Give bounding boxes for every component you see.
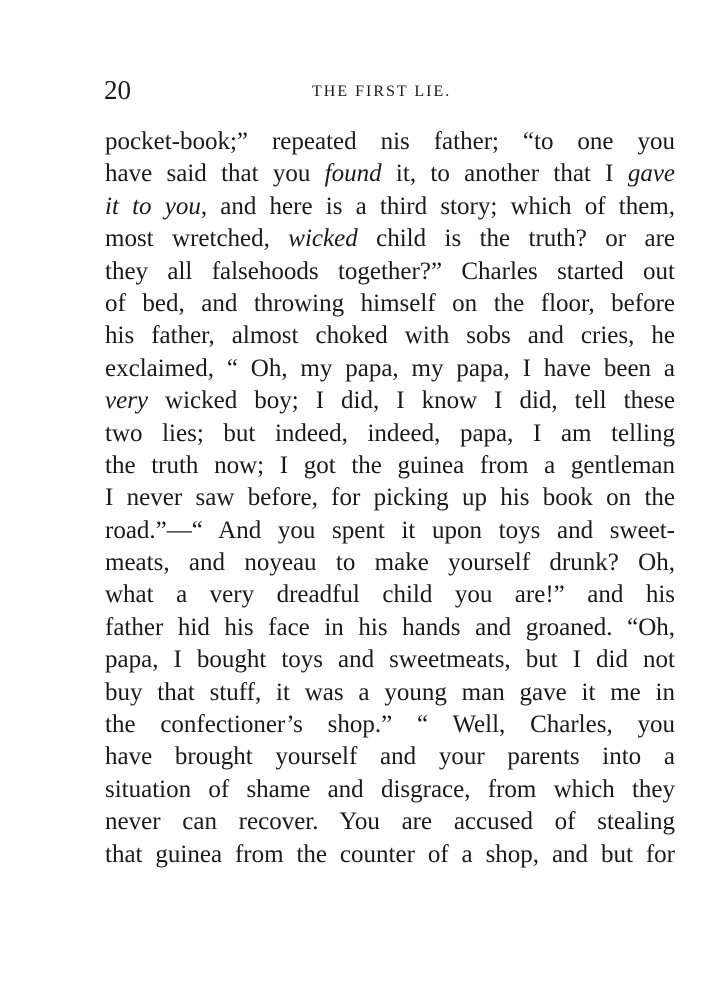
italic-text: gave bbox=[627, 160, 676, 188]
text-run: the truth now; I got the guinea from a gentleman bbox=[105, 451, 675, 479]
text-run: road.”—“ And you spent it upon toys and sweet- bbox=[105, 516, 675, 544]
text-line bbox=[105, 579, 675, 611]
text-run: what a very dreadful child you are!” and his bbox=[105, 581, 675, 609]
italic-text: it to you bbox=[105, 192, 201, 220]
text-line bbox=[105, 806, 675, 838]
text-line bbox=[105, 644, 675, 676]
text-line bbox=[105, 288, 675, 320]
running-title: THE FIRST LIE. bbox=[312, 83, 452, 100]
text-line bbox=[105, 256, 675, 288]
text-line bbox=[105, 482, 675, 514]
text-run: that guinea from the counter of a shop, and but for bbox=[105, 840, 675, 868]
text-line bbox=[105, 223, 675, 255]
text-line bbox=[105, 839, 675, 871]
italic-text: very bbox=[105, 387, 149, 415]
text-line bbox=[105, 709, 675, 741]
text-run: two lies; but indeed, indeed, papa, I am telling bbox=[105, 419, 675, 447]
text-run: wicked boy; I did, I know I did, tell these bbox=[148, 387, 675, 415]
text-run: have said that you bbox=[105, 160, 325, 188]
italic-text: found bbox=[324, 160, 382, 188]
text-line bbox=[105, 191, 675, 223]
text-run: most wretched, bbox=[105, 225, 289, 253]
text-run: situation of shame and disgrace, from which they bbox=[105, 775, 675, 803]
text-run: papa, I bought toys and sweetmeats, but I did not bbox=[105, 646, 675, 674]
text-run: buy that stuff, it was a young man gave it me in bbox=[105, 678, 675, 706]
text-run: meats, and noyeau to make yourself drunk? Oh, bbox=[105, 549, 675, 577]
text-run: father hid his face in his hands and groaned. “Oh, bbox=[105, 613, 675, 641]
text-line bbox=[105, 677, 675, 709]
text-run: they all falsehoods together?” Charles started out bbox=[105, 257, 675, 285]
text-line bbox=[105, 320, 675, 352]
text-line bbox=[105, 158, 675, 190]
text-run: exclaimed, “ Oh, my papa, my papa, I have been a bbox=[105, 354, 675, 382]
text-line bbox=[105, 353, 675, 385]
page-number: 20 bbox=[104, 75, 131, 105]
text-run: of bed, and throwing himself on the floor, before bbox=[105, 289, 675, 317]
text-run: it, to another that I bbox=[381, 160, 628, 188]
text-run: pocket-book;” repeated nis father; “to one you bbox=[105, 128, 675, 155]
text-run: have brought yourself and your parents into a bbox=[105, 743, 675, 771]
body-text bbox=[105, 126, 675, 871]
text-line bbox=[105, 126, 675, 158]
text-line bbox=[105, 741, 675, 773]
text-line bbox=[105, 385, 675, 417]
text-run: child is the truth? or are bbox=[357, 225, 675, 253]
text-run: the confectioner’s shop.” “ Well, Charles, you bbox=[105, 711, 675, 739]
text-line bbox=[105, 547, 675, 579]
text-line bbox=[105, 612, 675, 644]
text-run: never can recover. You are accused of stealing bbox=[105, 808, 675, 836]
text-line bbox=[105, 515, 675, 547]
text-run: his father, almost choked with sobs and cries, he bbox=[105, 322, 675, 350]
text-run: I never saw before, for picking up his book on the bbox=[105, 484, 675, 512]
italic-text: wicked bbox=[288, 225, 358, 253]
text-line bbox=[105, 418, 675, 450]
text-line bbox=[105, 774, 675, 806]
text-line bbox=[105, 450, 675, 482]
text-run: , and here is a third story; which of them, bbox=[200, 192, 675, 220]
running-head bbox=[104, 72, 674, 112]
